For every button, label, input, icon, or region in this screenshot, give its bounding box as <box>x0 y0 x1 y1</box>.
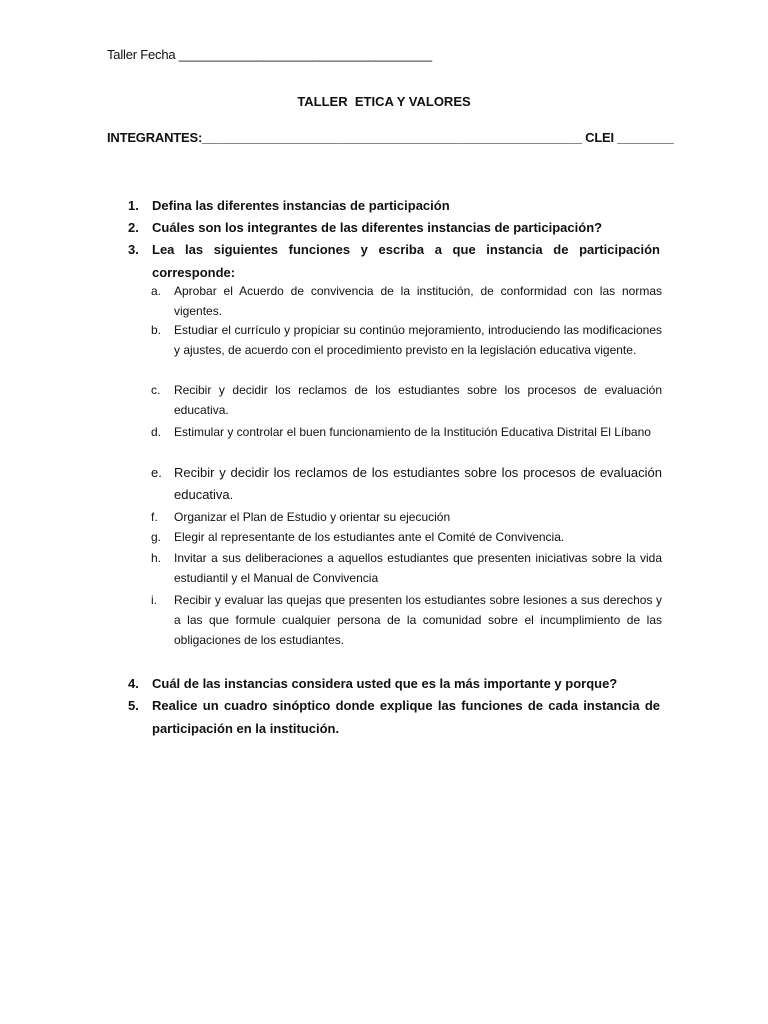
function-text: Estudiar el currículo y propiciar su continúo mejoramiento, introduciendo las modificaciones y ajustes, de acuerdo con el procedimiento previsto en la legislación educativa vigente. <box>174 323 662 357</box>
function-letter: d. <box>151 425 162 439</box>
function-letter: a. <box>151 284 162 298</box>
question-5 <box>128 694 660 740</box>
function-text: Recibir y evaluar las quejas que presenten los estudiantes sobre lesiones a sus derechos y a las que formule cualquier persona de la comunidad sobre el incumplimiento de las obligaciones de los estudiantes. <box>174 593 662 647</box>
function-text: Recibir y decidir los reclamos de los estudiantes sobre los procesos de evaluación educativa. <box>174 465 662 502</box>
function-i <box>151 590 662 650</box>
function-d <box>151 422 662 442</box>
question-number: 4. <box>128 676 139 691</box>
function-e <box>151 462 662 506</box>
question-number: 3. <box>128 242 139 257</box>
function-c <box>151 380 662 420</box>
question-4 <box>128 672 660 695</box>
function-letter: g. <box>151 530 162 544</box>
question-3 <box>128 238 660 284</box>
function-b <box>151 320 662 360</box>
function-letter: e. <box>151 465 162 480</box>
question-1 <box>128 194 660 217</box>
function-text: Invitar a sus deliberaciones a aquellos estudiantes que presenten iniciativas sobre la vida estudiantil y el Manual de Convivencia <box>174 551 662 585</box>
question-text: Cuál de las instancias considera usted que es la más importante y porque? <box>152 676 618 691</box>
function-text: Elegir al representante de los estudiantes ante el Comité de Convivencia. <box>174 530 565 544</box>
question-text: Realice un cuadro sinóptico donde explique las funciones de cada instancia de participación en la institución. <box>152 698 660 736</box>
question-number: 2. <box>128 220 139 235</box>
function-letter: f. <box>151 510 158 524</box>
function-letter: b. <box>151 323 162 337</box>
function-letter: i. <box>151 593 157 607</box>
function-text: Estimular y controlar el buen funcionamiento de la Institución Educativa Distrital El Líbano <box>174 425 651 439</box>
question-text: Defina las diferentes instancias de participación <box>152 198 450 213</box>
question-2 <box>128 216 660 239</box>
function-f <box>151 507 662 527</box>
function-h <box>151 548 662 588</box>
function-a <box>151 281 662 321</box>
question-text: Lea las siguientes funciones y escriba a que instancia de participación corresponde: <box>152 242 660 280</box>
question-number: 5. <box>128 698 139 713</box>
function-letter: c. <box>151 383 161 397</box>
question-number: 1. <box>128 198 139 213</box>
function-text: Aprobar el Acuerdo de convivencia de la institución, de conformidad con las normas vigentes. <box>174 284 662 318</box>
integrantes-line: INTEGRANTES:______________________________________________________ CLEI ________ <box>107 130 674 145</box>
function-text: Recibir y decidir los reclamos de los estudiantes sobre los procesos de evaluación educativa. <box>174 383 662 417</box>
function-g <box>151 527 662 547</box>
fecha-line: Taller Fecha ____________________________________ <box>107 47 432 62</box>
page-title: TALLER ETICA Y VALORES <box>297 94 471 109</box>
function-text: Organizar el Plan de Estudio y orientar su ejecución <box>174 510 451 524</box>
function-letter: h. <box>151 551 162 565</box>
question-text: Cuáles son los integrantes de las diferentes instancias de participación? <box>152 220 603 235</box>
